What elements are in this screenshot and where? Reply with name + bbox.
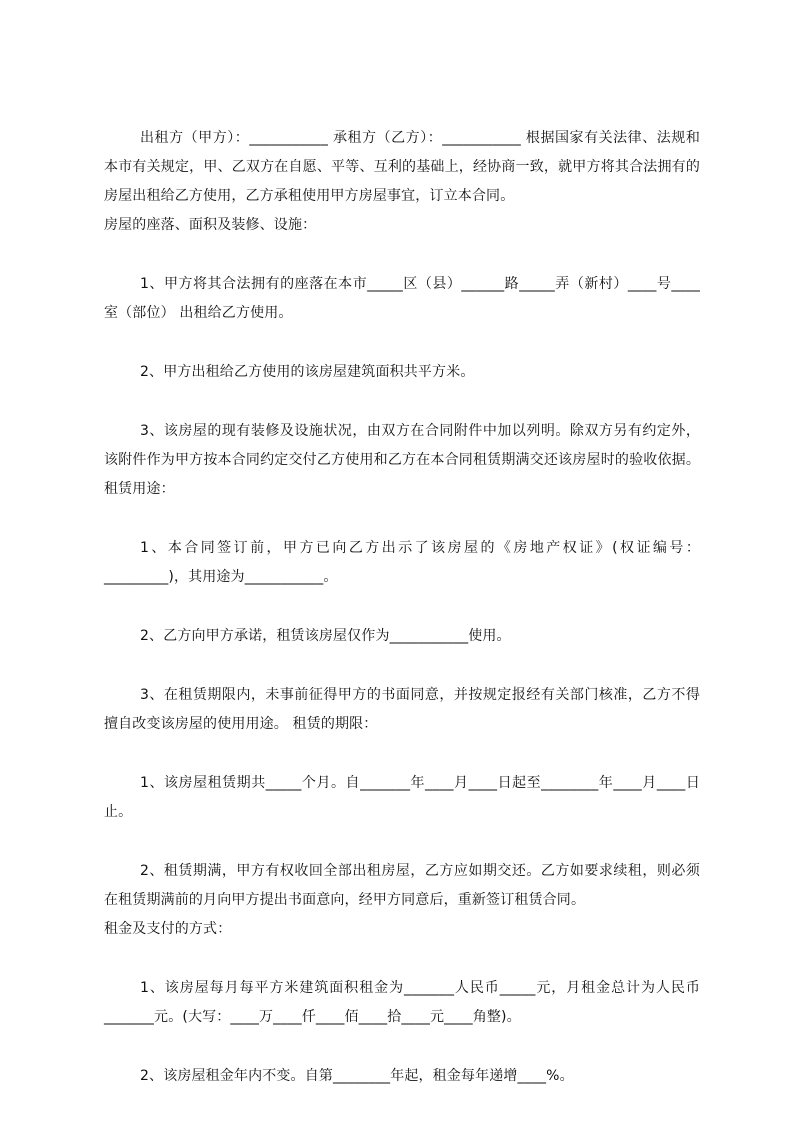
clause-term-renewal: 2、租赁期满，甲方有权收回全部出租房屋，乙方应如期交还。乙方如要求续租，则必须在租赁期满前的月向甲方提出书面意向，经甲方同意后，重新签订租赁合同。	[104, 863, 700, 908]
clause-premises-location: 1、甲方将其合法拥有的座落在本市_____区（县）______路_____弄（新村）____号____室（部位） 出租给乙方使用。	[104, 276, 700, 321]
clause-use-change: 3、在租赁期限内，未事前征得甲方的书面同意，并按规定报经有关部门核准，乙方不得擅自改变该房屋的使用用途。 租赁的期限：	[104, 687, 700, 732]
section-heading-rent: 租金及支付的方式：	[104, 921, 232, 937]
section-heading-premises: 房屋的座落、面积及装修、设施：	[104, 217, 317, 233]
clause-rent-amount: 1、该房屋每月每平方米建筑面积租金为_______人民币_____元，月租金总计为人民币_______元。(大写：____万____仟____佰____拾____元____角整)。	[104, 980, 700, 1025]
clause-premises-fittings: 3、该房屋的现有装修及设施状况，由双方在合同附件中加以列明。除双方另有约定外，该附件作为甲方按本合同约定交付乙方使用和乙方在本合同租赁期满交还该房屋时的验收依据。 租赁用途：	[104, 423, 700, 497]
clause-premises-area: 2、甲方出租给乙方使用的该房屋建筑面积共平方米。	[140, 364, 475, 380]
clause-use-commitment: 2、乙方向甲方承诺，租赁该房屋仅作为___________使用。	[140, 628, 511, 644]
contract-page	[104, 124, 700, 1091]
clause-rent-increase: 2、该房屋租金年内不变。自第________年起，租金每年递增____%。	[140, 1068, 574, 1084]
clause-use-certificate: 1、本合同签订前，甲方已向乙方出示了该房屋的《房地产权证》(权证编号：_________)，其用途为___________。	[104, 540, 700, 585]
clause-term-duration: 1、该房屋租赁期共_____个月。自_______年____月____日起至________年____月____日止。	[104, 775, 700, 820]
contract-intro: 出租方（甲方）：___________ 承租方（乙方）：___________ 根据国家有关法律、法规和本市有关规定，甲、乙双方在自愿、平等、互利的基础上，经协商一致，就甲方将其合法拥有的房屋出租给乙方使用，乙方承租使用甲方房屋事宜，订立本合同。	[104, 130, 700, 204]
